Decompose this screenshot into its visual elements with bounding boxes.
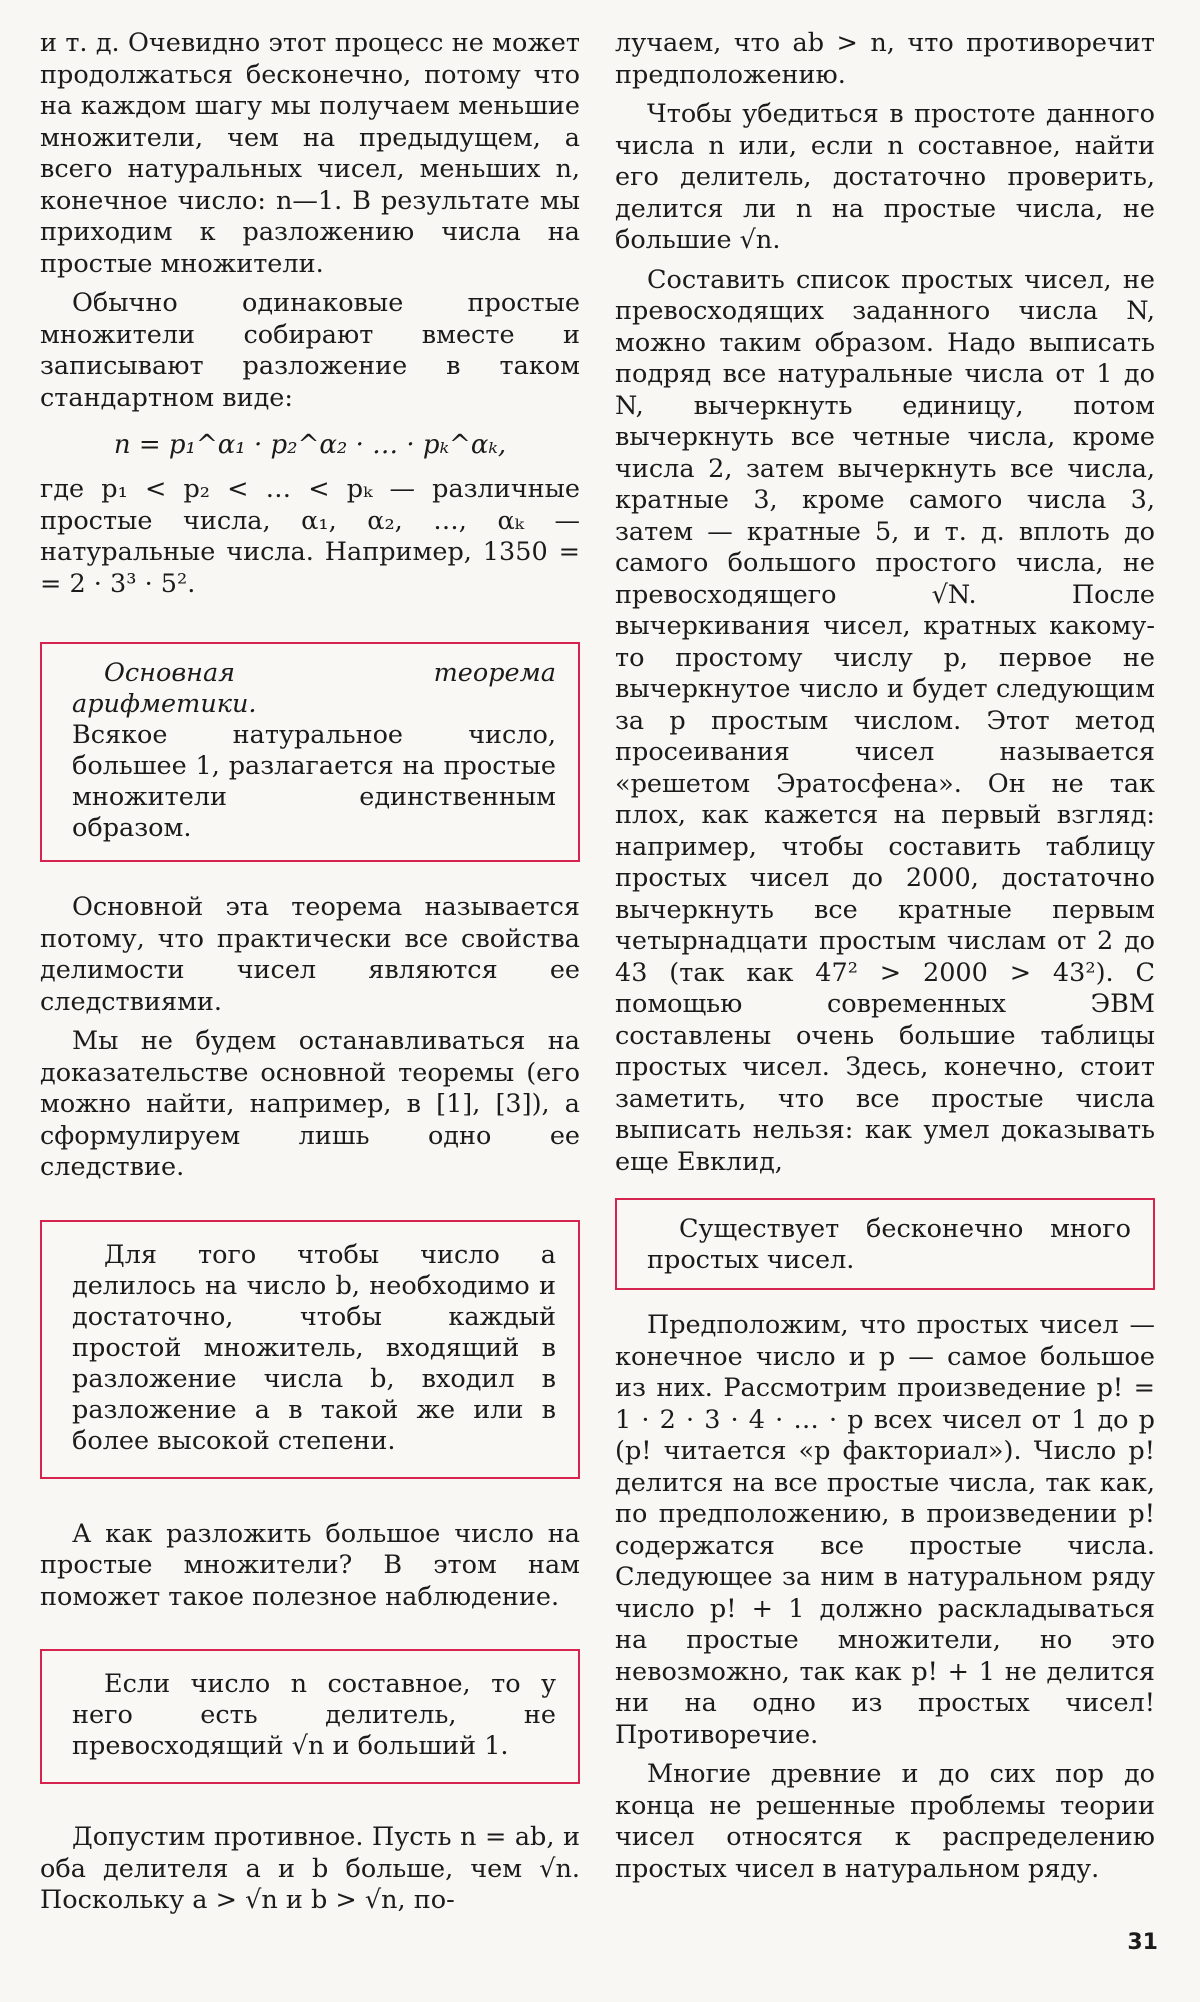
lemma-text: Если число n составное, то у него есть делитель, не превосходящий √n и больший 1. — [72, 1669, 556, 1761]
paragraph: Мы не будем останавливаться на доказательстве основной теоремы (его можно найти, например, в [1], [3]), а сформулируем лишь одно ее следствие. — [40, 1026, 580, 1182]
left-column — [40, 28, 580, 1917]
paragraph: Составить список простых чисел, не превосходящих заданного числа N, можно таким образом. Надо выписать подряд все натуральные числа от 1 до N, вычеркнуть единицу, потом вычеркнуть все четные числа, кроме числа 2, затем вычеркнуть все числа, кратные 3, кроме самого числа 3, затем — кратные 5, и т. д. вплоть до самого большого простого числа, не превосходящего √N. После вычеркивания чисел, кратных какому-то простому числу p, первое не вычеркнутое число и будет следующим за p простым числом. Этот метод просеивания чисел называется «решетом Эратосфена». Он не так плох, как кажется на первый взгляд: например, чтобы составить таблицу простых чисел до 2000, достаточно вычеркнуть все кратные первым четырнадцати простым числам от 2 до 43 (так как 47² > 2000 > 43²). С помощью современных ЭВМ составлены очень большие таблицы простых чисел. Здесь, конечно, стоит заметить, что все простые числа выписать нельзя: как умел доказывать еще Евклид, — [615, 264, 1155, 1177]
paragraph: Основной эта теорема называется потому, что практически все свойства делимости чисел являются ее следствиями. — [40, 892, 580, 1017]
theorem-text: Существует бесконечно много простых чисел. — [647, 1214, 1131, 1275]
paragraph: где p₁ < p₂ < … < pₖ — различные простые числа, α₁, α₂, …, αₖ — натуральные числа. Например, 1350 = = 2 · 3³ · 5². — [40, 474, 580, 599]
infinite-primes-box — [615, 1198, 1155, 1290]
paragraph: лучаем, что ab > n, что противоречит предположению. — [615, 28, 1155, 90]
corollary-box — [40, 1220, 580, 1479]
paragraph: Чтобы убедиться в простоте данного числа n или, если n составное, найти его делитель, достаточно проверить, делится ли n на простые числа, не большие √n. — [615, 99, 1155, 255]
paragraph: Обычно одинаковые простые множители собирают вместе и записывают разложение в таком стандартном виде: — [40, 288, 580, 413]
theorem-title: Основная теорема арифметики. — [72, 658, 556, 719]
right-column — [615, 28, 1155, 1885]
paragraph: и т. д. Очевидно этот процесс не может продолжаться бесконечно, потому что на каждом шагу мы получаем меньшие множители, чем на предыдущем, а всего натуральных чисел, меньших n, конечное число: n—1. В результате мы приходим к разложению числа на простые множители. — [40, 28, 580, 279]
paragraph: Многие древние и до сих пор до конца не решенные проблемы теории чисел относятся к распределению простых чисел в натуральном ряду. — [615, 1759, 1155, 1884]
paragraph: А как разложить большое число на простые множители? В этом нам поможет такое полезное наблюдение. — [40, 1518, 580, 1612]
corollary-text: Для того чтобы число a делилось на число b, необходимо и достаточно, чтобы каждый простой множитель, входящий в разложение числа b, входил в разложение a в такой же или в более высокой степени. — [72, 1239, 556, 1456]
paragraph: Допустим противное. Пусть n = ab, и оба делителя a и b больше, чем √n. Поскольку a > √n и b > √n, по- — [40, 1822, 580, 1915]
theorem-box-fundamental — [40, 642, 580, 862]
factorization-formula: n = p₁^α₁ · p₂^α₂ · … · pₖ^αₖ, — [113, 430, 507, 460]
paragraph: Предположим, что простых чисел — конечное число и p — самое большое из них. Рассмотрим произведение p! = 1 · 2 · 3 · 4 · … · p всех чисел от 1 до p (p! читается «p факториал»). Число p! делится на все простые числа, так как, по предположению, в произведении p! содержатся все простые числа. Следующее за ним в натуральном ряду число p! + 1 должно раскладываться на простые множители, но это невозможно, так как p! + 1 не делится ни на одно из простых чисел! Противоречие. — [615, 1310, 1155, 1750]
page-number: 31 — [1127, 1930, 1158, 1955]
theorem-text: Всякое натуральное число, большее 1, разлагается на простые множители единственным образом. — [72, 720, 556, 843]
divisor-lemma-box — [40, 1649, 580, 1784]
